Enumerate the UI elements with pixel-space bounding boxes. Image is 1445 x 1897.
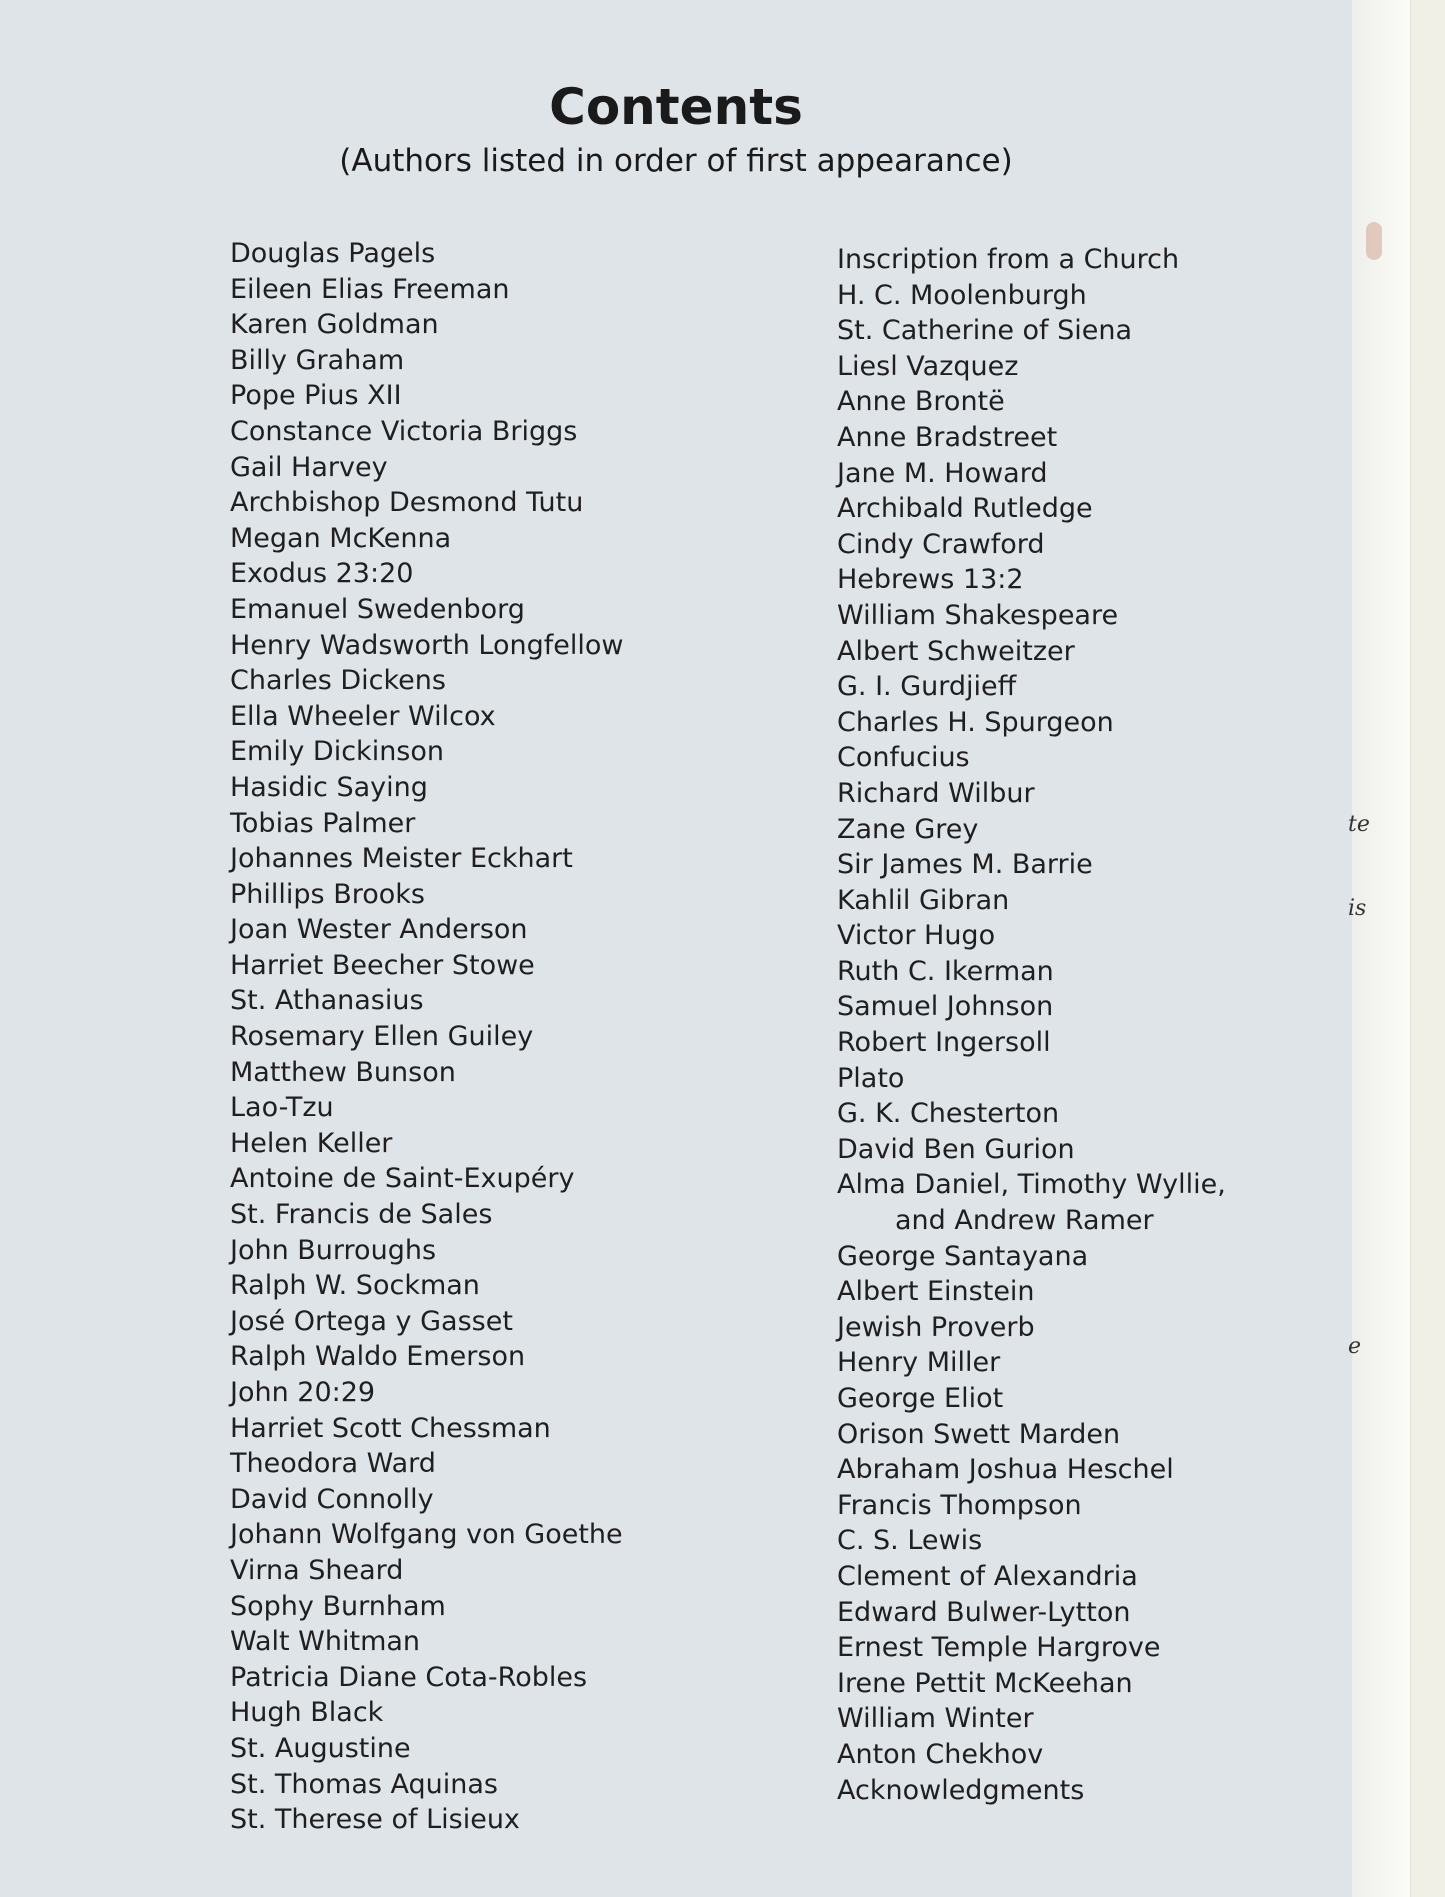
author-entry: John Burroughs	[230, 1234, 437, 1266]
author-entry: Henry Wadsworth Longfellow	[230, 629, 624, 661]
author-entry: St. Augustine	[230, 1732, 411, 1764]
author-entry: David Connolly	[230, 1483, 434, 1515]
author-entry: Theodora Ward	[230, 1448, 436, 1480]
author-entry: Ernest Temple Hargrove	[837, 1632, 1161, 1664]
author-entry: Karen Goldman	[230, 309, 439, 341]
author-entry: St. Francis de Sales	[230, 1199, 493, 1231]
author-entry: Constance Victoria Briggs	[230, 415, 578, 447]
author-entry: George Eliot	[837, 1383, 1004, 1414]
author-entry: St. Athanasius	[230, 985, 424, 1017]
author-entry: Liesl Vazquez	[837, 350, 1019, 382]
author-entry: H. C. Moolenburgh	[837, 279, 1087, 311]
author-entry: José Ortega y Gasset	[230, 1305, 513, 1337]
author-entry: Ruth C. Ikerman	[837, 955, 1054, 987]
author-entry: Ella Wheeler Wilcox	[230, 700, 496, 732]
author-entry: Helen Keller	[230, 1127, 393, 1159]
author-entry: St. Thomas Aquinas	[230, 1768, 498, 1800]
author-entry: Hasidic Saying	[230, 771, 428, 803]
author-entry: Alma Daniel, Timothy Wyllie,	[837, 1169, 1226, 1201]
author-entry: Antoine de Saint-Exupéry	[230, 1163, 575, 1195]
author-entry: Ralph Waldo Emerson	[230, 1341, 526, 1373]
author-entry: Victor Hugo	[837, 920, 996, 952]
author-entry: Johann Wolfgang von Goethe	[230, 1519, 623, 1551]
author-entry: Archibald Rutledge	[837, 493, 1093, 525]
author-entry: Patricia Diane Cota-Robles	[230, 1661, 588, 1693]
author-entry: Charles H. Spurgeon	[837, 706, 1114, 738]
author-entry: Irene Pettit McKeehan	[837, 1667, 1133, 1699]
edge-text-fragment: e	[1348, 1334, 1362, 1359]
author-entry: Harriet Scott Chessman	[230, 1412, 551, 1444]
author-entry: Confucius	[837, 742, 970, 774]
author-entry: John 20:29	[230, 1377, 376, 1408]
author-entry: Kahlil Gibran	[837, 884, 1010, 916]
adjacent-page-edge	[1352, 0, 1410, 1897]
page-smudge	[1366, 222, 1382, 260]
author-entry: Edward Bulwer-Lytton	[837, 1596, 1131, 1628]
edge-text-fragment: is	[1348, 896, 1367, 921]
author-entry: Anton Chekhov	[837, 1738, 1044, 1770]
author-entry: William Shakespeare	[837, 599, 1119, 631]
author-entry: David Ben Gurion	[837, 1133, 1075, 1165]
author-entry: George Santayana	[837, 1240, 1089, 1272]
author-entry: G. K. Chesterton	[837, 1098, 1060, 1130]
author-entry: St. Therese of Lisieux	[230, 1804, 520, 1836]
edge-text-fragment: te	[1348, 812, 1370, 837]
author-entry: Albert Schweitzer	[837, 635, 1075, 667]
author-entry: Abraham Joshua Heschel	[837, 1454, 1174, 1486]
author-entry: Billy Graham	[230, 344, 405, 376]
author-entry: and Andrew Ramer	[895, 1205, 1154, 1237]
author-entry: Orison Swett Marden	[837, 1418, 1121, 1450]
author-entry: Zane Grey	[837, 813, 979, 845]
author-entry: Charles Dickens	[230, 665, 446, 697]
author-entry: Francis Thompson	[837, 1489, 1082, 1521]
author-entry: Acknowledgments	[837, 1774, 1085, 1806]
author-entry: Emanuel Swedenborg	[230, 593, 525, 625]
author-entry: Inscription from a Church	[837, 244, 1180, 275]
author-entry: Phillips Brooks	[230, 878, 425, 910]
author-entry: Jewish Proverb	[837, 1311, 1035, 1343]
author-entry: Cindy Crawford	[837, 528, 1045, 560]
author-entry: Joan Wester Anderson	[230, 914, 528, 946]
author-entry: Ralph W. Sockman	[230, 1270, 480, 1302]
author-entry: Emily Dickinson	[230, 736, 445, 768]
author-entry: Virna Sheard	[230, 1554, 404, 1586]
page-subtitle: (Authors listed in order of first appearance)	[339, 143, 1013, 179]
author-entry: Sophy Burnham	[230, 1590, 446, 1622]
author-entry: Tobias Palmer	[230, 807, 416, 839]
book-edge	[1410, 0, 1445, 1897]
author-entry: Hugh Black	[230, 1697, 384, 1729]
author-list-right	[837, 242, 1226, 1808]
author-list-left	[230, 236, 623, 1838]
author-entry: Exodus 23:20	[230, 558, 414, 590]
author-entry: Douglas Pagels	[230, 238, 436, 269]
author-entry: Richard Wilbur	[837, 777, 1035, 809]
author-entry: Eileen Elias Freeman	[230, 273, 510, 305]
author-entry: G. I. Gurdjieff	[837, 671, 1017, 703]
author-entry: Harriet Beecher Stowe	[230, 949, 535, 981]
author-entry: Clement of Alexandria	[837, 1560, 1138, 1592]
author-entry: Anne Brontë	[837, 386, 1005, 418]
author-entry: Lao-Tzu	[230, 1092, 334, 1124]
author-entry: Walt Whitman	[230, 1626, 421, 1658]
author-entry: Archbishop Desmond Tutu	[230, 487, 584, 519]
author-entry: Anne Bradstreet	[837, 421, 1058, 453]
author-entry: Albert Einstein	[837, 1276, 1035, 1308]
author-entry: Henry Miller	[837, 1347, 1001, 1379]
page-title: Contents	[549, 78, 803, 136]
author-entry: Pope Pius XII	[230, 380, 402, 412]
author-entry: Rosemary Ellen Guiley	[230, 1021, 534, 1053]
author-entry: Megan McKenna	[230, 522, 452, 554]
author-entry: St. Catherine of Siena	[837, 315, 1133, 347]
author-entry: Plato	[837, 1062, 905, 1094]
author-entry: Matthew Bunson	[230, 1056, 456, 1088]
author-entry: Samuel Johnson	[837, 991, 1054, 1023]
author-entry: Johannes Meister Eckhart	[230, 843, 573, 875]
author-entry: Gail Harvey	[230, 451, 388, 483]
author-entry: Jane M. Howard	[837, 457, 1048, 489]
author-entry: William Winter	[837, 1703, 1034, 1735]
author-entry: Robert Ingersoll	[837, 1027, 1051, 1059]
author-entry: Hebrews 13:2	[837, 564, 1024, 596]
author-entry: C. S. Lewis	[837, 1525, 983, 1557]
author-entry: Sir James M. Barrie	[837, 849, 1093, 881]
